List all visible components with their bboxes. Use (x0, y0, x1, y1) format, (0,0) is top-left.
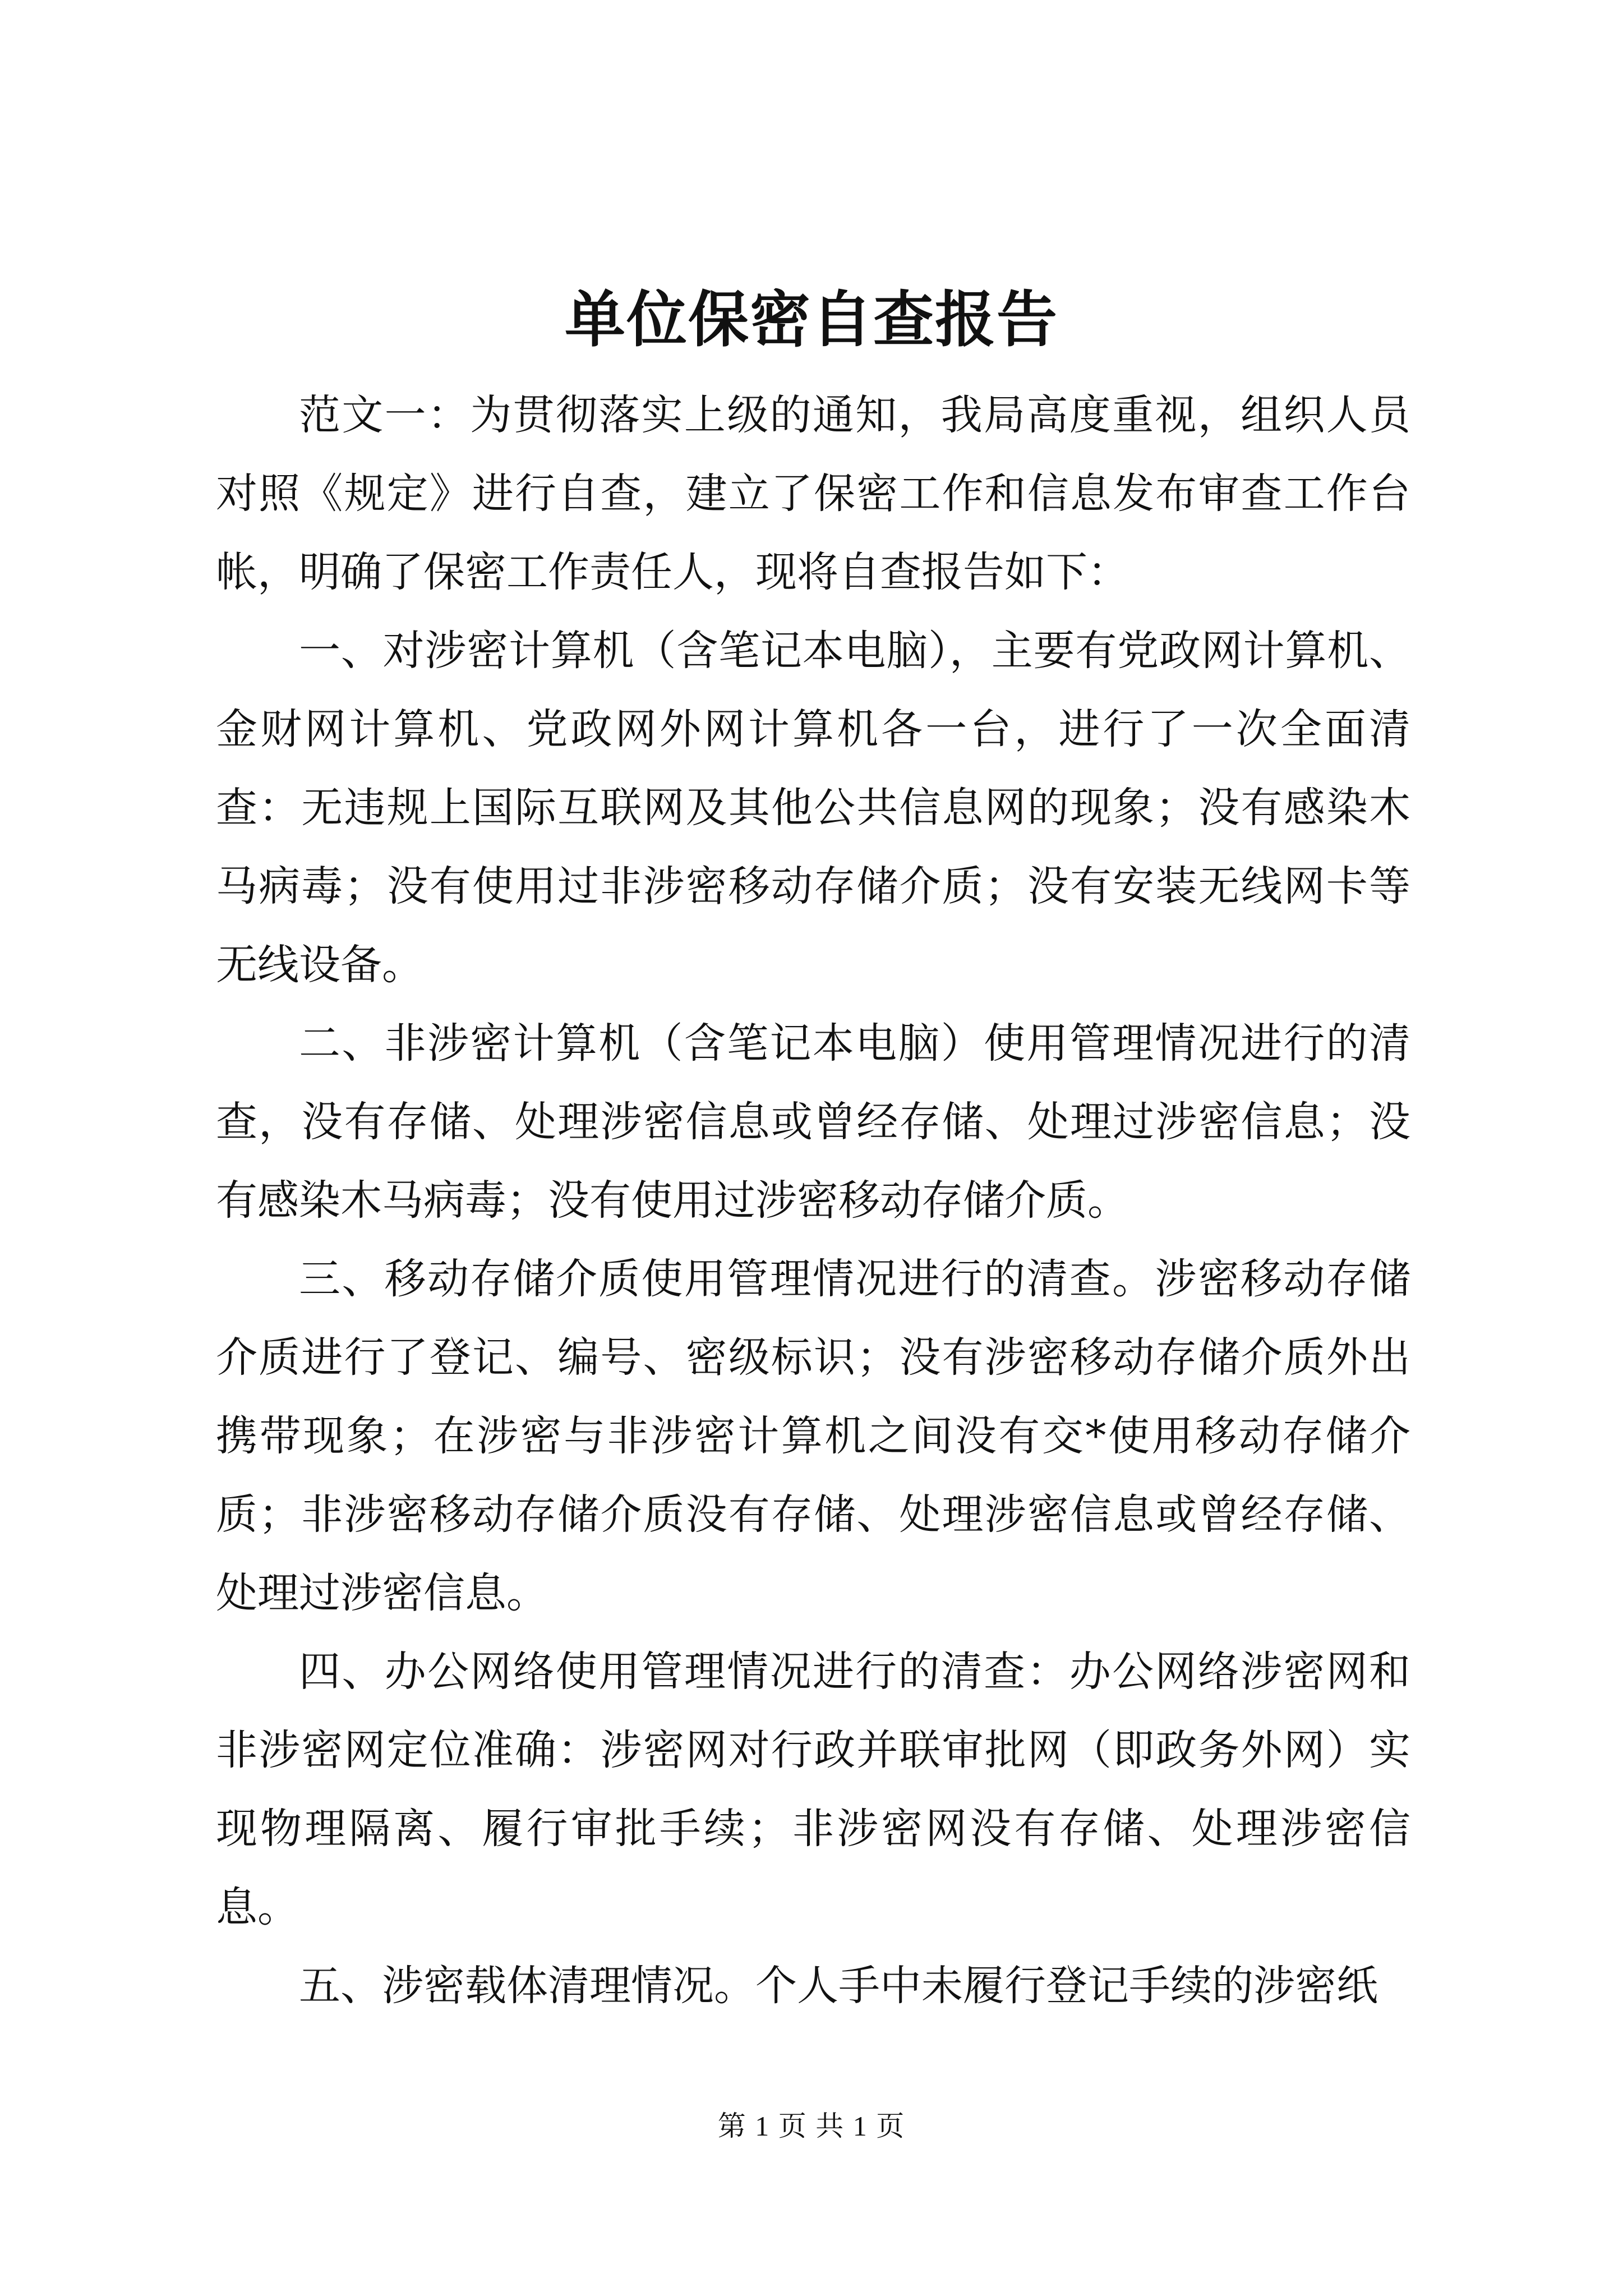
paragraph-section-2: 二、非涉密计算机（含笔记本电脑）使用管理情况进行的清查，没有存储、处理涉密信息或曾经存储、处理过涉密信息；没有感染木马病毒；没有使用过涉密移动存储介质。 (216, 1019, 1410, 1225)
page-number-footer: 第 1 页 共 1 页 (717, 2110, 906, 2142)
paragraph-section-4: 四、办公网络使用管理情况进行的清查：办公网络涉密网和非涉密网定位准确：涉密网对行政并联审批网（即政务外网）实现物理隔离、履行审批手续；非涉密网没有存储、处理涉密信息。 (216, 1648, 1410, 1931)
paragraph-intro: 范文一：为贯彻落实上级的通知，我局高度重视，组织人员对照《规定》进行自查，建立了保密工作和信息发布审查工作台帐，明确了保密工作责任人，现将自查报告如下： (216, 391, 1410, 596)
paragraph-section-1: 一、对涉密计算机（含笔记本电脑），主要有党政网计算机、金财网计算机、党政网外网计算机各一台，进行了一次全面清查：无违规上国际互联网及其他公共信息网的现象；没有感染木马病毒；没有使用过非涉密移动存储介质；没有安装无线网卡等无线设备。 (216, 627, 1410, 989)
document-body (216, 376, 1410, 2025)
paragraph-section-3: 三、移动存储介质使用管理情况进行的清查。涉密移动存储介质进行了登记、编号、密级标识；没有涉密移动存储介质外出携带现象；在涉密与非涉密计算机之间没有交*使用移动存储介质；非涉密移动存储介质没有存储、处理涉密信息或曾经存储、处理过涉密信息。 (216, 1255, 1410, 1617)
paragraph-section-5: 五、涉密载体清理情况。个人手中未履行登记手续的涉密纸 (299, 1962, 1378, 2010)
document-title: 单位保密自查报告 (564, 284, 1058, 355)
